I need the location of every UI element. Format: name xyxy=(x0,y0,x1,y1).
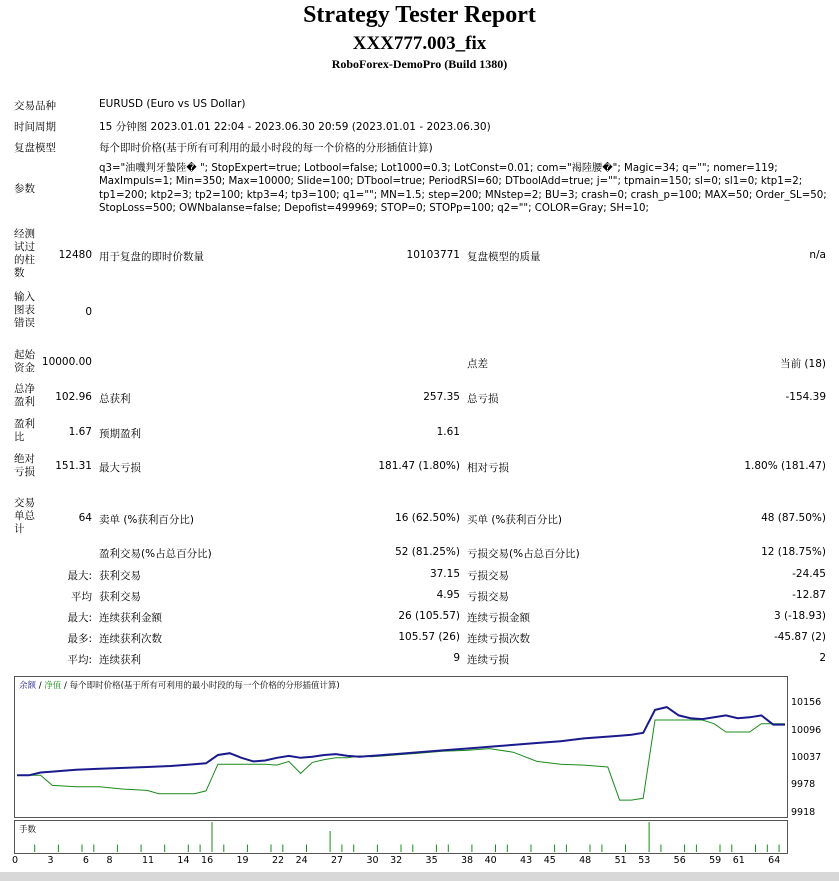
model-value: 每个即时价格(基于所有可利用的最小时段的每一个价格的分形插值计算) xyxy=(99,142,433,154)
long-label: 买单 (%获利百分比) xyxy=(467,514,563,526)
chart-legend xyxy=(19,679,340,691)
y-tick-label: 10156 xyxy=(791,697,822,709)
avg-loss-label: 亏损交易 xyxy=(467,591,509,603)
volume-bar xyxy=(200,845,201,853)
volume-bar xyxy=(684,845,685,853)
abs-dd-label: 绝对亏损 xyxy=(14,453,35,478)
volume-bar xyxy=(306,845,307,853)
largest-win-value: 37.15 xyxy=(429,568,460,580)
long-value: 48 (87.50%) xyxy=(761,512,826,524)
maxcons-win-label: 连续获利金额 xyxy=(99,612,162,624)
volume-bar xyxy=(341,845,342,853)
y-tick-label: 10096 xyxy=(791,725,822,737)
pf-label: 盈利比 xyxy=(14,418,35,443)
volume-bar xyxy=(271,845,272,853)
most-prefix: 最多: xyxy=(67,633,92,645)
ticks-label: 用于复盘的即时价数量 xyxy=(99,251,204,263)
avgcons-prefix: 平均: xyxy=(67,654,92,666)
abs-dd-value: 151.31 xyxy=(55,460,92,472)
volume-chart xyxy=(14,820,788,854)
x-tick-label: 19 xyxy=(236,855,249,866)
average-prefix: 平均 xyxy=(71,591,92,603)
avg-loss-value: -12.87 xyxy=(792,589,826,601)
x-tick-label: 64 xyxy=(768,855,781,866)
volume-bar xyxy=(448,845,449,853)
trades-label: 交易单总计 xyxy=(14,497,35,535)
volume-bar xyxy=(212,822,213,852)
volume-bar xyxy=(93,845,94,853)
volume-bar xyxy=(436,845,437,853)
volume-bar xyxy=(471,845,472,853)
loss-value: 12 (18.75%) xyxy=(761,546,826,558)
volume-bar xyxy=(141,845,142,853)
balance-line xyxy=(17,707,785,775)
max-dd-label: 最大亏损 xyxy=(99,462,141,474)
y-tick-label: 9978 xyxy=(791,779,816,791)
loss-label: 亏损交易(%占总百分比) xyxy=(467,548,580,560)
volume-chart-svg xyxy=(15,821,787,853)
volume-bar xyxy=(282,845,283,853)
x-tick-label: 11 xyxy=(141,855,155,866)
volume-bar xyxy=(625,845,626,853)
volume-bar xyxy=(554,845,555,853)
x-tick-label: 24 xyxy=(295,855,308,866)
y-tick-label: 10037 xyxy=(791,752,822,764)
broker-build: RoboForex-DemoPro (Build 1380) xyxy=(331,57,508,71)
maxcons-win-value: 26 (105.57) xyxy=(398,610,460,622)
volume-bar xyxy=(649,822,650,852)
symbol-value: EURUSD (Euro vs US Dollar) xyxy=(99,98,246,110)
gross-loss-value: -154.39 xyxy=(785,391,826,403)
volume-bar xyxy=(353,845,354,853)
x-tick-label: 61 xyxy=(732,855,745,866)
payoff-value: 1.61 xyxy=(436,426,460,438)
model-label: 复盘模型 xyxy=(14,142,56,154)
x-tick-label: 40 xyxy=(484,855,497,866)
errors-value: 0 xyxy=(85,306,92,318)
balance-chart xyxy=(14,676,788,818)
deposit-value: 10000.00 xyxy=(41,356,92,368)
expert-name: XXX777.003_fix xyxy=(352,33,487,54)
payoff-label: 预期盈利 xyxy=(99,428,141,440)
period-value: 15 分钟图 2023.01.01 22:04 - 2023.06.30 20:59 (2023.01.01 - 2023.06.30) xyxy=(99,121,491,133)
report-title: Strategy Tester Report xyxy=(303,2,536,28)
period-label: 时间周期 xyxy=(14,121,56,133)
x-tick-label: 53 xyxy=(638,855,651,866)
most-win-label: 连续获利次数 xyxy=(99,633,162,645)
win-value: 52 (81.25%) xyxy=(395,546,460,558)
maxcons-loss-label: 连续亏损金额 xyxy=(467,612,530,624)
volume-bar xyxy=(188,845,189,853)
ticks-value: 10103771 xyxy=(406,249,460,261)
x-tick-label: 45 xyxy=(543,855,556,866)
rel-dd-label: 相对亏损 xyxy=(467,462,509,474)
x-tick-label: 27 xyxy=(331,855,344,866)
volume-bar xyxy=(34,845,35,853)
net-label: 总净盈利 xyxy=(14,383,35,408)
volume-bar xyxy=(377,845,378,853)
symbol-label: 交易品种 xyxy=(14,100,56,112)
volume-bar xyxy=(82,845,83,853)
volume-bar xyxy=(696,845,697,853)
largest-prefix: 最大: xyxy=(67,570,92,582)
volume-bar xyxy=(223,845,224,853)
volume-bar xyxy=(330,831,331,852)
spread-label: 点差 xyxy=(467,358,488,370)
legend-equity: 净值 xyxy=(44,681,62,691)
legend-desc: / 每个即时价格(基于所有可利用的最小时段的每一个价格的分形插值计算) xyxy=(61,681,340,691)
x-tick-label: 22 xyxy=(271,855,285,866)
footer-bar xyxy=(0,872,839,881)
x-tick-label: 3 xyxy=(47,855,54,866)
most-loss-label: 连续亏损次数 xyxy=(467,633,530,645)
volume-bar xyxy=(247,845,248,853)
legend-sep: / xyxy=(36,681,45,691)
volume-bar xyxy=(755,845,756,853)
volume-bar xyxy=(495,845,496,853)
x-tick-label: 30 xyxy=(366,855,379,866)
largest-loss-label: 亏损交易 xyxy=(467,570,509,582)
volume-bar xyxy=(779,845,780,853)
avgcons-loss-label: 连续亏损 xyxy=(467,654,509,666)
balance-chart-svg xyxy=(15,677,787,817)
largest-loss-value: -24.45 xyxy=(792,568,826,580)
gross-profit-value: 257.35 xyxy=(423,391,460,403)
bars-value: 12480 xyxy=(58,249,92,261)
spread-value: 当前 (18) xyxy=(780,358,826,370)
x-tick-label: 8 xyxy=(106,855,113,866)
volume-bar xyxy=(566,845,567,853)
volume-label: 手数 xyxy=(19,825,37,835)
deposit-label: 起始资金 xyxy=(14,349,35,374)
volume-bar xyxy=(164,845,165,853)
maxcons-loss-value: 3 (-18.93) xyxy=(773,610,826,622)
quality-value: n/a xyxy=(809,249,826,261)
volume-bar xyxy=(590,845,591,853)
x-tick-label: 35 xyxy=(425,855,438,866)
volume-bar xyxy=(531,845,532,853)
quality-label: 复盘模型的质量 xyxy=(467,251,541,263)
equity-line xyxy=(17,720,785,800)
x-tick-label: 43 xyxy=(520,855,533,866)
short-label: 卖单 (%获利百分比) xyxy=(99,514,195,526)
avgcons-win-label: 连续获利 xyxy=(99,654,141,666)
gross-profit-label: 总获利 xyxy=(99,393,131,405)
volume-bar xyxy=(507,845,508,853)
params-value: q3="油嘰判牙蟄陸� "; StopExpert=true; Lotbool=false; Lot1000=0.3; LotConst=0.01; com="褐陸腰�"; Magic=34; q=""; nomer=119; MaxImpuls=1; Min=350; Max=10000; Slide=100; DTbool=true; PeriodRSI=60; DTboolAdd=true; j=""; tpmain=150; sl=0; sl1=0; ktp1=2; tp1=200; ktp2=3; tp2=100; ktp3=4; tp3=100; q1=""; MN=1.5; step=200; MNstep=2; BU=3; crash=0; crash_p=100; MAX=50; Order_SL=50; StopLoss=500; OWNbalanse=false; Depofist=499969; STOP=0; STOPp=100; q2=""; COLOR=Gray; SH=10; xyxy=(99,163,827,215)
x-tick-label: 32 xyxy=(390,855,403,866)
volume-bar xyxy=(58,845,59,853)
avgcons-loss-value: 2 xyxy=(819,652,826,664)
max-dd-value: 181.47 (1.80%) xyxy=(378,460,460,472)
maxcons-prefix: 最大: xyxy=(67,612,92,624)
volume-bar xyxy=(412,845,413,853)
errors-label: 输入图表错误 xyxy=(14,291,35,329)
volume-bar xyxy=(731,845,732,853)
x-tick-label: 56 xyxy=(673,855,686,866)
net-value: 102.96 xyxy=(55,391,92,403)
bars-label: 经测试过的柱数 xyxy=(14,228,35,279)
largest-win-label: 获利交易 xyxy=(99,570,141,582)
volume-bar xyxy=(720,845,721,853)
gross-loss-label: 总亏损 xyxy=(467,393,499,405)
short-value: 16 (62.50%) xyxy=(395,512,460,524)
most-win-value: 105.57 (26) xyxy=(398,631,460,643)
avg-win-label: 获利交易 xyxy=(99,591,141,603)
win-label: 盈利交易(%占总百分比) xyxy=(99,548,212,560)
x-tick-label: 16 xyxy=(201,855,214,866)
volume-bar xyxy=(117,845,118,853)
params-label: 参数 xyxy=(14,183,35,195)
rel-dd-value: 1.80% (181.47) xyxy=(744,460,826,472)
y-tick-label: 9918 xyxy=(791,807,816,818)
avg-win-value: 4.95 xyxy=(436,589,460,601)
avgcons-win-value: 9 xyxy=(453,652,460,664)
volume-bar xyxy=(767,845,768,853)
legend-balance: 余额 xyxy=(19,681,37,691)
trades-value: 64 xyxy=(78,512,92,524)
x-tick-label: 0 xyxy=(12,855,19,866)
pf-value: 1.67 xyxy=(68,426,92,438)
volume-bar xyxy=(660,845,661,853)
x-tick-label: 59 xyxy=(709,855,722,866)
x-tick-label: 48 xyxy=(579,855,592,866)
x-tick-label: 14 xyxy=(177,855,190,866)
x-tick-label: 38 xyxy=(460,855,474,866)
x-tick-label: 6 xyxy=(82,855,89,866)
volume-bar xyxy=(601,845,602,853)
x-tick-label: 51 xyxy=(614,855,627,866)
most-loss-value: -45.87 (2) xyxy=(773,631,826,643)
volume-bar xyxy=(401,845,402,853)
